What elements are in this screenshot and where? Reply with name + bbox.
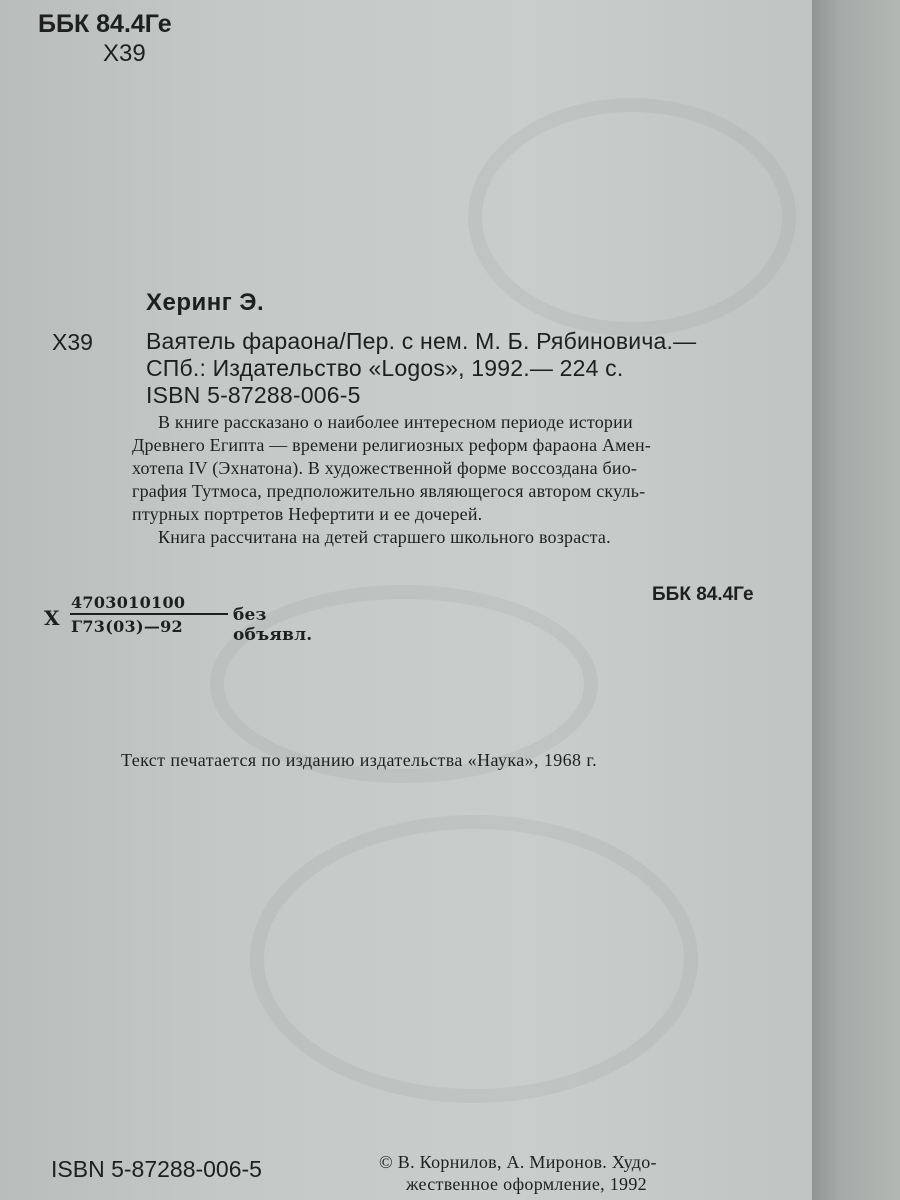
publishing-code-formula xyxy=(44,593,324,645)
annotation-line: В книге рассказано о наиболее интересном периоде истории xyxy=(158,412,633,432)
publishing-code-numerator: 4703010100 xyxy=(71,593,186,612)
library-classification-index: ББК 84.4Ге xyxy=(38,10,172,38)
catalog-record-title-line: Ваятель фараона/Пер. с нем. М. Б. Рябиновича.— xyxy=(146,328,697,354)
annotation-line: птурных портретов Нефертити и ее дочерей. xyxy=(132,504,483,524)
publishing-code-suffix: без объявл. xyxy=(233,605,313,645)
show-through-ornament-lower xyxy=(250,815,698,1103)
copyright-line: жественное оформление, 1992 xyxy=(406,1174,647,1194)
author-mark-top: Х39 xyxy=(103,40,146,67)
annotation-line: хотепа IV (Эхнатона). В художественной форме воссоздана био- xyxy=(132,458,638,478)
next-page-edge xyxy=(812,0,900,1200)
author-mark-side: Х39 xyxy=(52,329,93,355)
publishing-code-denominator: Г73(03)—92 xyxy=(71,617,183,636)
catalog-record-publisher-line: СПб.: Издательство «Logos», 1992.— 224 с. xyxy=(146,355,624,381)
copyright-line: © В. Корнилов, А. Миронов. Худо- xyxy=(379,1152,657,1172)
catalog-record-isbn-line: ISBN 5-87288-006-5 xyxy=(146,382,361,408)
edition-source-note: Текст печатается по изданию издательства «Наука», 1968 г. xyxy=(121,750,597,770)
show-through-ornament-upper xyxy=(468,98,796,336)
publishing-code-fraction-rule xyxy=(70,613,228,615)
author-heading: Херинг Э. xyxy=(146,289,265,316)
publishing-code-prefix: Х xyxy=(44,606,60,630)
library-classification-index-right: ББК 84.4Ге xyxy=(652,584,754,605)
bottom-isbn: ISBN 5-87288-006-5 xyxy=(51,1156,262,1182)
annotation-line: Книга рассчитана на детей старшего школьного возраста. xyxy=(158,527,611,547)
annotation-line: Древнего Египта — времени религиозных реформ фараона Амен- xyxy=(132,435,651,455)
annotation-line: графия Тутмоса, предположительно являющегося автором скуль- xyxy=(132,481,646,501)
